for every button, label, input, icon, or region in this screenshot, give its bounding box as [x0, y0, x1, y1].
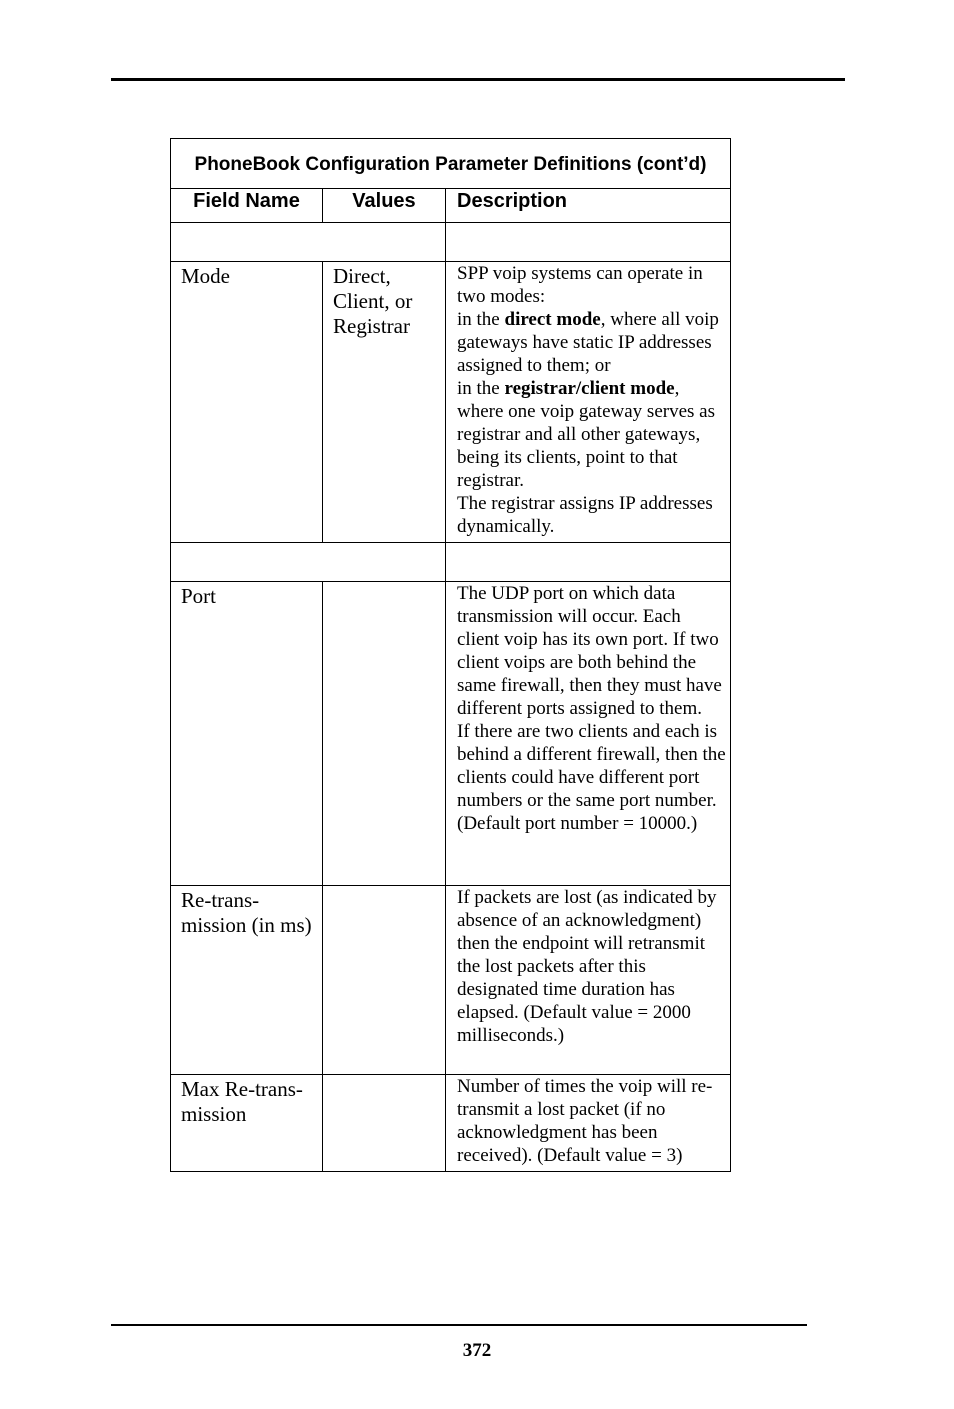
- field-name-cell: Re-trans-mission (in ms): [171, 886, 323, 1075]
- description-cell: [446, 582, 731, 886]
- spacer-cell: [446, 223, 731, 262]
- description-text: The UDP port on which data transmission will occur. Each client voip has its own port. If two client voips are both behind the same firewall, then they must have different ports assigned to them.: [457, 583, 722, 719]
- spacer-cell: [171, 223, 446, 262]
- description-text-part: , where one voip gateway serves as registrar and all other gateways, being its clients, point to that registrar.: [457, 378, 715, 491]
- description-bold-term: direct mode: [504, 309, 601, 330]
- header-values: Values: [323, 189, 446, 223]
- field-name-cell: Port: [171, 582, 323, 886]
- spacer-row: [171, 223, 731, 262]
- table-caption: PhoneBook Configuration Parameter Definitions (cont’d): [171, 139, 731, 189]
- description-text: SPP voip systems can operate in two modes:: [457, 263, 703, 307]
- description-text-part: in the: [457, 378, 505, 399]
- table-row: [171, 582, 731, 886]
- values-cell: Direct, Client, or Registrar: [323, 262, 446, 543]
- field-name-cell: Max Re-trans-mission: [171, 1075, 323, 1172]
- table-header-row: [171, 189, 731, 223]
- values-cell: [323, 886, 446, 1075]
- spacer-cell: [446, 543, 731, 582]
- spacer-cell: [171, 543, 446, 582]
- footer-rule: [111, 1324, 807, 1326]
- description-cell: [446, 262, 731, 543]
- phonebook-parameter-table: [170, 138, 731, 1172]
- table-row: [171, 1075, 731, 1172]
- description-text: [457, 308, 726, 377]
- table-row: [171, 886, 731, 1075]
- description-bold-term: registrar/client mode: [504, 378, 675, 399]
- description-cell: If packets are lost (as indicated by absence of an acknowledgment) then the endpoint will retransmit the lost packets after this designated time duration has elapsed. (Default value = 2000 milliseconds.): [446, 886, 731, 1075]
- values-cell: [323, 582, 446, 886]
- description-text: If there are two clients and each is behind a different firewall, then the clients could have different port numbers or the same port number.: [457, 721, 726, 811]
- description-cell: Number of times the voip will re-transmit a lost packet (if no acknowledgment has been received). (Default value = 3): [446, 1075, 731, 1172]
- table-row: [171, 262, 731, 543]
- description-text-part: in the: [457, 309, 505, 330]
- field-name-cell: Mode: [171, 262, 323, 543]
- description-text: (Default port number = 10000.): [457, 813, 698, 834]
- spacer-row: [171, 543, 731, 582]
- header-field-name: Field Name: [171, 189, 323, 223]
- description-text: The registrar assigns IP addresses dynamically.: [457, 493, 713, 537]
- values-cell: [323, 1075, 446, 1172]
- header-description: Description: [446, 189, 731, 223]
- table-caption-row: [171, 139, 731, 189]
- page-number: 372: [462, 1340, 492, 1361]
- description-text: [457, 377, 726, 492]
- description-text-part: , where all voip gateways have static IP addresses assigned to them; or: [457, 309, 719, 376]
- header-rule: [111, 78, 845, 81]
